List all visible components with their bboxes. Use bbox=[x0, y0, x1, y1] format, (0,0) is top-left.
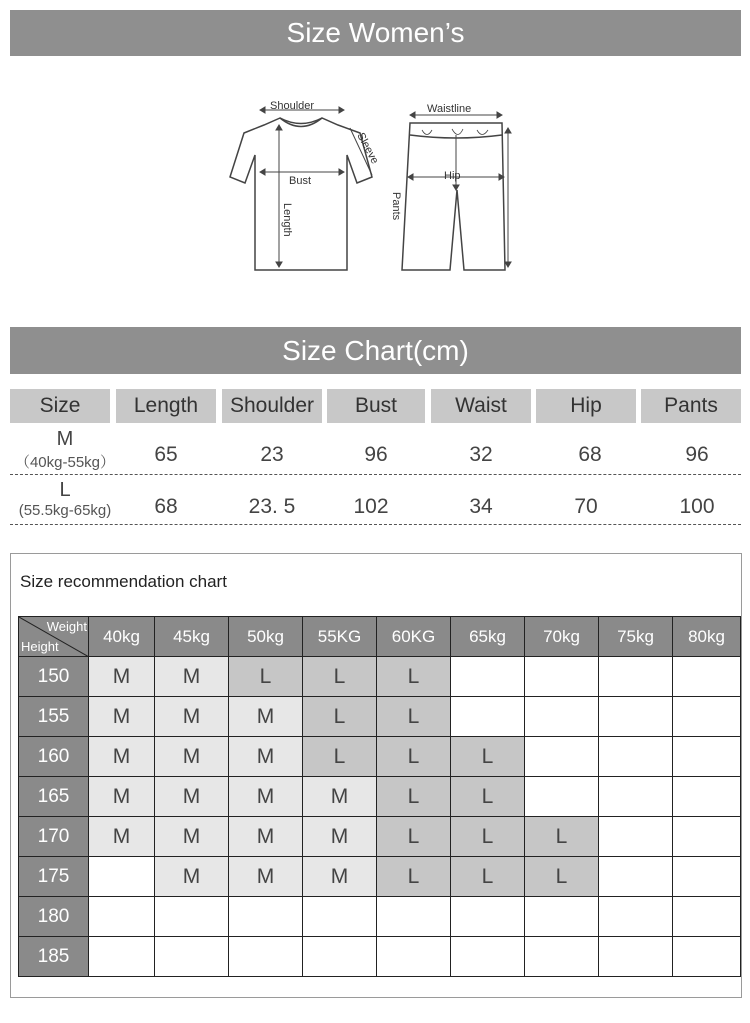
size-cell bbox=[229, 897, 303, 937]
header-bust: Bust bbox=[327, 389, 425, 423]
size-cell bbox=[673, 777, 741, 817]
size-cell: M bbox=[89, 657, 155, 697]
size-cell bbox=[599, 937, 673, 977]
row-divider bbox=[10, 524, 741, 525]
size-cell: L bbox=[229, 657, 303, 697]
size-cell: M bbox=[229, 857, 303, 897]
table-row bbox=[19, 937, 741, 977]
size-cell bbox=[599, 857, 673, 897]
header-length: Length bbox=[116, 389, 216, 423]
height-header: 175 bbox=[19, 857, 89, 897]
size-m-label: M bbox=[56, 428, 74, 450]
size-cell: M bbox=[229, 777, 303, 817]
size-cell: L bbox=[377, 697, 451, 737]
l-hip: 70 bbox=[574, 495, 598, 518]
size-women-title: Size Women’s bbox=[286, 17, 465, 48]
size-cell bbox=[303, 937, 377, 977]
size-cell: L bbox=[377, 737, 451, 777]
size-cell bbox=[599, 817, 673, 857]
size-cell: L bbox=[377, 857, 451, 897]
weight-header: 55KG bbox=[303, 617, 377, 657]
pants-icon bbox=[402, 123, 505, 270]
size-cell: M bbox=[155, 657, 229, 697]
waistline-label: Waistline bbox=[427, 103, 472, 115]
tshirt-icon bbox=[230, 118, 372, 270]
size-cell bbox=[377, 897, 451, 937]
corner-cell bbox=[19, 617, 89, 657]
header-shoulder: Shoulder bbox=[222, 389, 322, 423]
weight-header: 75kg bbox=[599, 617, 673, 657]
height-header: 160 bbox=[19, 737, 89, 777]
size-cell bbox=[673, 697, 741, 737]
table-row bbox=[19, 817, 741, 857]
weight-header: 60KG bbox=[377, 617, 451, 657]
table-row bbox=[19, 857, 741, 897]
size-cell: L bbox=[303, 657, 377, 697]
size-cell bbox=[451, 657, 525, 697]
size-cell bbox=[229, 937, 303, 977]
sleeve-label: Sleeve bbox=[354, 130, 381, 167]
header-size: Size bbox=[10, 389, 110, 423]
size-cell bbox=[451, 697, 525, 737]
corner-weight-label: Weight bbox=[46, 619, 87, 634]
size-m-range: （40kg-55kg） bbox=[14, 454, 116, 471]
size-cell: M bbox=[155, 777, 229, 817]
height-header: 180 bbox=[19, 897, 89, 937]
bust-label: Bust bbox=[289, 175, 312, 187]
size-cell bbox=[89, 897, 155, 937]
height-header: 165 bbox=[19, 777, 89, 817]
size-cell: L bbox=[525, 857, 599, 897]
size-cell bbox=[89, 857, 155, 897]
length-label: Length bbox=[281, 203, 293, 237]
size-cell bbox=[155, 897, 229, 937]
size-cell: M bbox=[155, 697, 229, 737]
size-cell: L bbox=[377, 657, 451, 697]
recommendation-title: Size recommendation chart bbox=[20, 572, 227, 591]
hip-label: Hip bbox=[444, 170, 461, 182]
size-cell: M bbox=[89, 817, 155, 857]
size-cell bbox=[599, 897, 673, 937]
size-women-banner bbox=[10, 10, 741, 56]
size-cell: M bbox=[89, 777, 155, 817]
size-cell: L bbox=[451, 777, 525, 817]
weight-header: 45kg bbox=[155, 617, 229, 657]
size-cell bbox=[673, 817, 741, 857]
weight-header-row bbox=[19, 617, 741, 657]
weight-header: 50kg bbox=[229, 617, 303, 657]
size-cell: L bbox=[303, 697, 377, 737]
size-cell bbox=[599, 737, 673, 777]
size-cell: M bbox=[89, 737, 155, 777]
size-cell: M bbox=[229, 697, 303, 737]
weight-header: 80kg bbox=[673, 617, 741, 657]
table-row bbox=[19, 697, 741, 737]
size-cell: M bbox=[89, 697, 155, 737]
size-cell bbox=[673, 897, 741, 937]
size-cell: M bbox=[155, 857, 229, 897]
table-row bbox=[19, 897, 741, 937]
m-shoulder: 23 bbox=[260, 443, 284, 466]
measurement-diagram bbox=[222, 95, 522, 285]
header-pants: Pants bbox=[641, 389, 741, 423]
l-waist: 34 bbox=[469, 495, 493, 518]
size-cell bbox=[673, 937, 741, 977]
weight-header: 65kg bbox=[451, 617, 525, 657]
m-waist: 32 bbox=[469, 443, 493, 466]
l-bust: 102 bbox=[353, 495, 389, 518]
l-length: 68 bbox=[154, 495, 178, 518]
size-cell: M bbox=[155, 737, 229, 777]
table-row bbox=[19, 657, 741, 697]
size-cell bbox=[599, 657, 673, 697]
size-l-range: (55.5kg-65kg) bbox=[18, 502, 112, 519]
size-cell: L bbox=[303, 737, 377, 777]
weight-header: 40kg bbox=[89, 617, 155, 657]
recommendation-table bbox=[18, 616, 741, 977]
size-cell: L bbox=[451, 817, 525, 857]
l-shoulder: 23. 5 bbox=[248, 495, 296, 518]
size-cell: M bbox=[303, 817, 377, 857]
corner-height-label: Height bbox=[21, 639, 59, 654]
size-cell: L bbox=[451, 857, 525, 897]
table-row bbox=[19, 737, 741, 777]
weight-header: 70kg bbox=[525, 617, 599, 657]
size-cell bbox=[377, 937, 451, 977]
size-cell bbox=[155, 937, 229, 977]
size-cell: L bbox=[525, 817, 599, 857]
height-header: 170 bbox=[19, 817, 89, 857]
m-bust: 96 bbox=[364, 443, 388, 466]
size-cell bbox=[673, 737, 741, 777]
l-pants: 100 bbox=[679, 495, 715, 518]
size-chart-title: Size Chart(cm) bbox=[282, 334, 469, 366]
size-cell bbox=[89, 937, 155, 977]
size-cell: L bbox=[451, 737, 525, 777]
size-cell bbox=[525, 897, 599, 937]
size-cell bbox=[451, 897, 525, 937]
m-pants: 96 bbox=[685, 443, 709, 466]
size-cell bbox=[525, 737, 599, 777]
m-hip: 68 bbox=[578, 443, 602, 466]
table-row bbox=[19, 777, 741, 817]
size-cell bbox=[599, 697, 673, 737]
size-cell: M bbox=[303, 777, 377, 817]
size-cell: M bbox=[229, 737, 303, 777]
size-cell: L bbox=[377, 777, 451, 817]
size-cell: M bbox=[303, 857, 377, 897]
height-header: 150 bbox=[19, 657, 89, 697]
height-header: 155 bbox=[19, 697, 89, 737]
shoulder-label: Shoulder bbox=[270, 100, 315, 112]
size-cell: M bbox=[155, 817, 229, 857]
header-waist: Waist bbox=[431, 389, 531, 423]
size-cell bbox=[525, 657, 599, 697]
size-l-label: L bbox=[59, 479, 71, 501]
size-cell bbox=[525, 937, 599, 977]
row-divider bbox=[10, 474, 741, 475]
size-chart-banner bbox=[10, 327, 741, 374]
size-cell bbox=[451, 937, 525, 977]
size-cell: M bbox=[229, 817, 303, 857]
size-cell bbox=[599, 777, 673, 817]
size-cell bbox=[525, 697, 599, 737]
size-cell bbox=[525, 777, 599, 817]
pants-label: Pants bbox=[390, 192, 402, 221]
m-length: 65 bbox=[154, 443, 178, 466]
size-cell bbox=[303, 897, 377, 937]
header-hip: Hip bbox=[536, 389, 636, 423]
size-cell bbox=[673, 657, 741, 697]
height-header: 185 bbox=[19, 937, 89, 977]
size-cell bbox=[673, 857, 741, 897]
size-cell: L bbox=[377, 817, 451, 857]
